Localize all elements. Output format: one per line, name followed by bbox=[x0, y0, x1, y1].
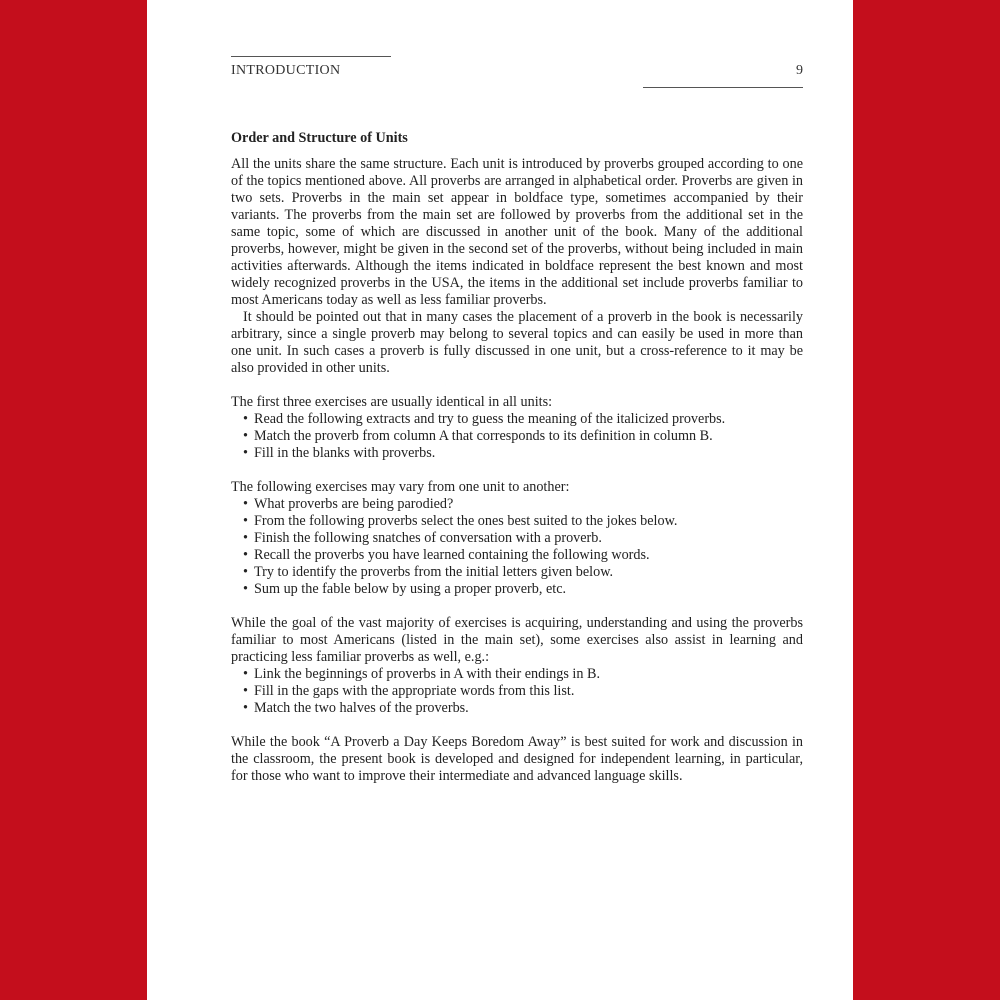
paragraph-1: All the units share the same structure. Each unit is introduced by proverbs grouped according to one of the topics mentioned above. All proverbs are arranged in alphabetical order. Proverbs are given in two sets. Proverbs in the main set appear in boldface type, sometimes accompanied by their variants. The proverbs from the main set are followed by proverbs from the additional set in the same topic, some of which are discussed in another unit of the book. Many of the additional proverbs, however, might be given in the second set of the proverbs, without being included in main activities afterwards. Although the items indicated in boldface represent the best known and most widely recognized proverbs in the USA, the items in the additional set include proverbs familiar to most Americans today as well as less familiar proverbs. bbox=[231, 156, 803, 308]
list-item-text: Recall the proverbs you have learned containing the following words. bbox=[254, 547, 650, 563]
list-item-text: Link the beginnings of proverbs in A with their endings in B. bbox=[254, 666, 600, 682]
list-item: • Sum up the fable below by using a proper proverb, etc. bbox=[243, 581, 567, 597]
paragraph-2: It should be pointed out that in many cases the placement of a proverb in the book is necessarily arbitrary, since a single proverb may belong to several topics and can easily be used in more than one unit. In such cases a proverb is fully discussed in one unit, but a cross-reference to it may be also provided in other units. bbox=[231, 309, 803, 376]
page-content bbox=[231, 130, 803, 785]
list-item: • Match the proverb from column A that corresponds to its definition in column B. bbox=[243, 428, 713, 444]
list-item: • Read the following extracts and try to guess the meaning of the italicized proverbs. bbox=[243, 411, 726, 427]
paragraph-3: While the goal of the vast majority of exercises is acquiring, understanding and using the proverbs familiar to most Americans (listed in the main set), some exercises also assist in learning and practicing less familiar proverbs as well, e.g.: bbox=[231, 615, 803, 665]
page-number: 9 bbox=[796, 63, 803, 78]
list-item-text: Try to identify the proverbs from the initial letters given below. bbox=[254, 564, 614, 580]
section-heading: Order and Structure of Units bbox=[231, 130, 408, 146]
list1-intro: The first three exercises are usually identical in all units: bbox=[231, 394, 553, 410]
list-item: • Try to identify the proverbs from the initial letters given below. bbox=[243, 564, 614, 580]
list-item-text: Read the following extracts and try to guess the meaning of the italicized proverbs. bbox=[254, 411, 726, 427]
exercise-list-varying bbox=[231, 496, 803, 598]
list-item-text: Finish the following snatches of conversation with a proverb. bbox=[254, 530, 602, 546]
list-item: • Recall the proverbs you have learned containing the following words. bbox=[243, 547, 650, 563]
book-page bbox=[147, 0, 853, 1000]
list-item-text: Fill in the blanks with proverbs. bbox=[254, 445, 436, 461]
list-item: • Link the beginnings of proverbs in A with their endings in B. bbox=[243, 666, 600, 682]
exercise-list-common bbox=[231, 411, 803, 462]
list-item-text: From the following proverbs select the ones best suited to the jokes below. bbox=[254, 513, 678, 529]
list-item: • What proverbs are being parodied? bbox=[243, 496, 454, 512]
list-item: • Fill in the gaps with the appropriate words from this list. bbox=[243, 683, 575, 699]
list-item: • Fill in the blanks with proverbs. bbox=[243, 445, 436, 461]
list-item: • Finish the following snatches of conversation with a proverb. bbox=[243, 530, 602, 546]
list-item: • Match the two halves of the proverbs. bbox=[243, 700, 469, 716]
paragraph-4: While the book “A Proverb a Day Keeps Boredom Away” is best suited for work and discussion in the classroom, the present book is developed and designed for independent learning, in particular, for those who want to improve their intermediate and advanced language skills. bbox=[231, 734, 803, 784]
list-item-text: Match the two halves of the proverbs. bbox=[254, 700, 469, 716]
list-item-text: Match the proverb from column A that corresponds to its definition in column B. bbox=[254, 428, 713, 444]
running-head: INTRODUCTION bbox=[231, 63, 341, 78]
list-item-text: Sum up the fable below by using a proper proverb, etc. bbox=[254, 581, 567, 597]
list-item: • From the following proverbs select the ones best suited to the jokes below. bbox=[243, 513, 678, 529]
header-rule-right bbox=[643, 87, 803, 88]
list-item-text: What proverbs are being parodied? bbox=[254, 496, 454, 512]
list-item-text: Fill in the gaps with the appropriate words from this list. bbox=[254, 683, 575, 699]
exercise-list-less-familiar bbox=[231, 666, 803, 717]
list2-intro: The following exercises may vary from one unit to another: bbox=[231, 479, 570, 495]
header-rule-left bbox=[231, 56, 391, 57]
